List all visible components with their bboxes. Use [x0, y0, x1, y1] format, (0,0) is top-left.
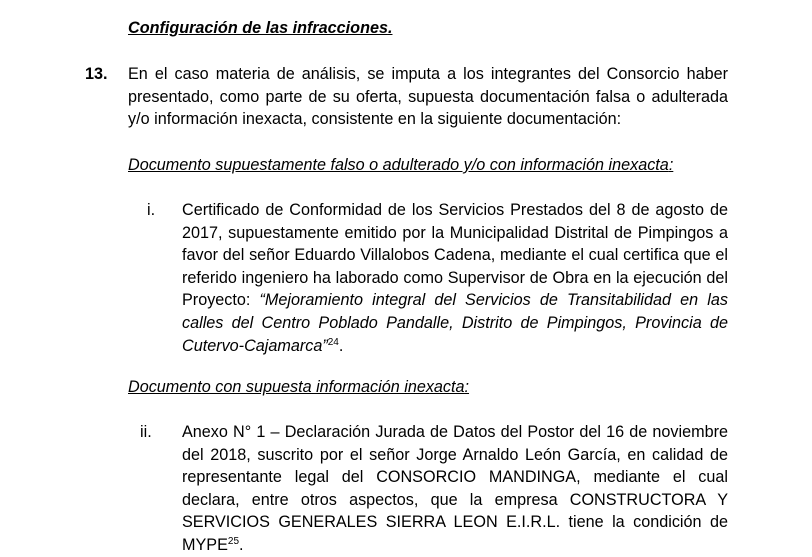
list-marker-i: i.	[147, 201, 156, 219]
subheading-false-document	[128, 154, 673, 177]
section-title-period: .	[387, 19, 393, 37]
subheading-inexact-info-colon: :	[464, 378, 470, 396]
list-item-i	[182, 199, 728, 357]
paragraph-number: 13.	[85, 65, 108, 83]
footnote-ref-25[interactable]: 25	[227, 535, 240, 547]
paragraph-text: En el caso materia de análisis, se imputa a los integrantes del Consorcio haber presentado, como parte de su oferta, supuesta documentación falsa o adulterada y/o información inexacta, consistente en la siguiente documentación:	[128, 65, 728, 129]
subheading-false-document-text: Documento supuestamente falso o adulterado y/o con información inexacta	[128, 156, 669, 174]
list-item-ii-end: .	[239, 535, 244, 554]
list-item-i-end: .	[338, 336, 344, 355]
list-item-i-text: Certificado de Conformidad de los Servicios Prestados del 8 de agosto de 2017, supuestamente emitido por la Municipalidad Distrital de Pimpingos a favor del señor Eduardo Villalobos Cadena, mediante el cual certifica que el referido ingeniero ha laborado como Supervisor de Obra en la ejecución del Proyecto:	[182, 201, 728, 310]
list-item-ii-text: Anexo N° 1 – Declaración Jurada de Datos del Postor del 16 de noviembre del 2018, suscrito por el señor Jorge Arnaldo León García, en calidad de representante legal del CONSORCIO MANDINGA, mediante el cual declara, entre otros aspectos, que la empresa CONSTRUCTORA Y SERVICIOS GENERALES SIERRA LEON E.I.R.L. tiene la condición de MYPE	[182, 423, 728, 554]
list-marker-ii: ii.	[140, 423, 152, 441]
section-title	[128, 17, 392, 40]
list-item-ii	[182, 421, 728, 557]
subheading-inexact-info	[128, 376, 469, 399]
subheading-false-document-colon: :	[668, 156, 674, 174]
subheading-inexact-info-text: Documento con supuesta información inexacta	[128, 378, 465, 396]
footnote-ref-24[interactable]: 24	[327, 336, 339, 348]
section-title-text: Configuración de las infracciones	[128, 19, 388, 37]
list-item-i-project-name: “Mejoramiento integral del Servicios de Transitabilidad en las calles del Centro Poblado Pandalle, Distrito de Pimpingos, Provincia de Cutervo-Cajamarca”	[182, 291, 728, 355]
